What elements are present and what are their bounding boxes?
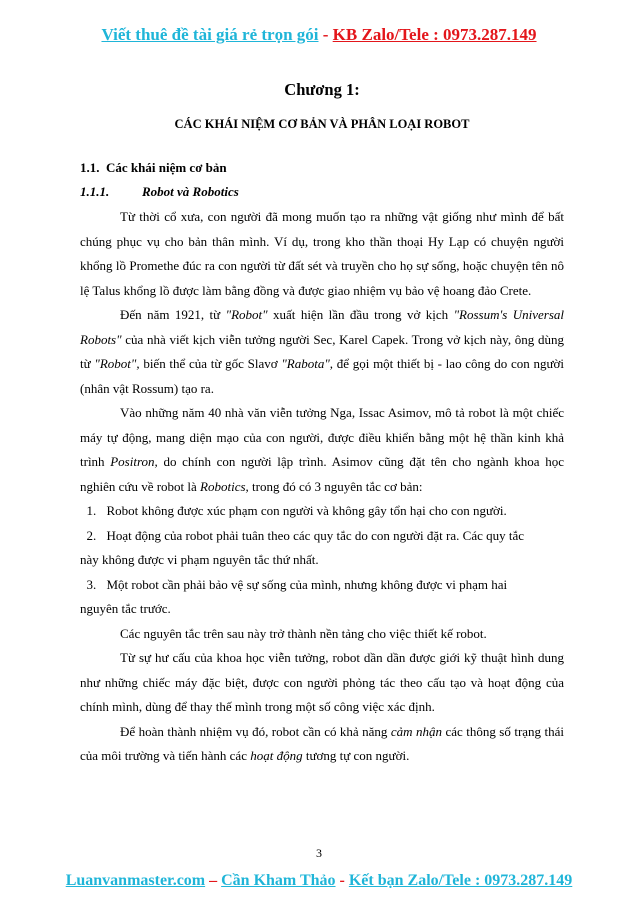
subsection-number: 1.1.1. (80, 184, 110, 199)
page-header (0, 25, 638, 45)
paragraph-2-text: của nhà viết kịch viễn tưởng người Sec, Karel Capek. Trong vở kịch này, ông dùng từ (80, 331, 564, 371)
header-service-link[interactable]: Viết thuê đề tài giá rẻ trọn gói (101, 25, 319, 44)
paragraph-2-italic: "Robot", (94, 356, 140, 371)
list-item (80, 524, 564, 549)
paragraph-2-italic: "Rabota", (281, 356, 334, 371)
list-item (80, 499, 564, 524)
paragraph-6-text: Để hoàn thành nhiệm vụ đó, robot cần có khả năng (120, 723, 391, 739)
paragraph-2 (80, 303, 564, 401)
list-item-number: 3. (86, 576, 97, 592)
footer-separator: - (335, 872, 349, 889)
header-separator: - (318, 25, 333, 44)
header-contact-link[interactable]: KB Zalo/Tele : 0973.287.149 (332, 25, 537, 44)
paragraph-2-text: biến thể của từ gốc Slavơ (139, 356, 282, 371)
paragraph-3-italic: Positron, (110, 454, 158, 469)
paragraph-1: Từ thời cổ xưa, con người đã mong muốn tạo ra những vật giống như mình để bất chúng phục vụ cho bản thân mình. Ví dụ, trong kho thần thoại Hy Lạp có chuyện người khổng lồ Promethe đúc ra con người từ đất sét và truyền cho họ sự sống, hoặc chuyện tên nô lệ Talus khổng lồ được làm bằng đồng và được giao nhiệm vụ bảo vệ hoang đảo Crete. (80, 209, 564, 298)
list-item-continuation: nguyên tắc trước. (80, 601, 171, 616)
list-item-text: Hoạt động của robot phải tuân theo các quy tắc do con người đặt ra. Các quy tắc (106, 527, 525, 543)
paragraph-5: Từ sự hư cấu của khoa học viễn tưởng, robot dần dần được giới kỹ thuật hình dung như những chiếc máy đặc biệt, được con người phỏng tác theo cấu tạo và hoạt động của chính mình, dùng để thay thế mình trong một số công việc xác định. (80, 650, 564, 714)
paragraph-3-italic: Robotics, (200, 478, 249, 494)
section-title: Các khái niệm cơ bản (106, 160, 227, 175)
subsection-heading (80, 183, 564, 201)
section-heading (80, 159, 564, 177)
list-item-text: Một robot cần phải bảo vệ sự sống của mình, nhưng không được vi phạm hai (106, 576, 508, 592)
paragraph-3 (80, 401, 564, 499)
list-item-continuation: này không được vi phạm nguyên tắc thứ nhất. (80, 552, 319, 567)
paragraph-6-italic: cảm nhận (390, 723, 443, 739)
paragraph-6-text: tương tự con người. (302, 748, 410, 763)
footer-separator: – (205, 872, 222, 889)
paragraph-2-text: để gọi một thiết bị - lao công do con người (nhân vật Rossum) tạo ra. (80, 356, 564, 396)
page-number: 3 (316, 846, 322, 860)
paragraph-3-text: do chính con người lập trình. Asimov cũng đặt tên cho ngành khoa học nghiên cứu về robot là (80, 454, 564, 494)
list-item (80, 573, 564, 598)
paragraph-6-text: các thông số trạng thái của môi trường và tiến hành các (80, 723, 564, 763)
footer-site-link[interactable]: Luanvanmaster.com (65, 872, 206, 889)
paragraph-2-italic: "Rossum's Universal Robots" (80, 307, 564, 347)
footer-reference-link[interactable]: Cần Kham Thảo (221, 872, 336, 889)
document-body (80, 80, 564, 769)
list-item-text: Robot không được xúc phạm con người và không gây tổn hại cho con người. (106, 503, 507, 518)
section-number: 1.1. (80, 160, 100, 175)
paragraph-2-text: xuất hiện lần đầu trong vở kịch (267, 307, 454, 322)
principles-list (80, 499, 564, 622)
subsection-title: Robot và Robotics (142, 184, 239, 199)
footer-contact-link[interactable]: Kết bạn Zalo/Tele : 0973.287.149 (348, 872, 573, 889)
paragraph-6-italic: hoạt động (250, 748, 303, 763)
paragraph-3-text: Vào những năm 40 nhà văn viễn tưởng Nga, Issac Asimov, mô tả robot là một chiếc máy tự động, mang diện mạo của con người, được điều khiển bằng một hệ thần kinh khả trình (80, 405, 564, 469)
list-item-number: 2. (86, 527, 97, 543)
chapter-subtitle: CÁC KHÁI NIỆM CƠ BẢN VÀ PHÂN LOẠI ROBOT (174, 117, 470, 131)
page-footer (0, 872, 638, 890)
paragraph-6 (80, 720, 564, 769)
paragraph-4: Các nguyên tắc trên sau này trở thành nền tảng cho việc thiết kế robot. (120, 625, 487, 641)
list-item-number: 1. (86, 503, 97, 518)
paragraph-2-italic: "Robot" (225, 307, 268, 322)
paragraph-3-text: trong đó có 3 nguyên tắc cơ bản: (248, 478, 423, 494)
chapter-title: Chương 1: (284, 80, 360, 99)
paragraph-2-text: Đến năm 1921, từ (120, 307, 226, 322)
